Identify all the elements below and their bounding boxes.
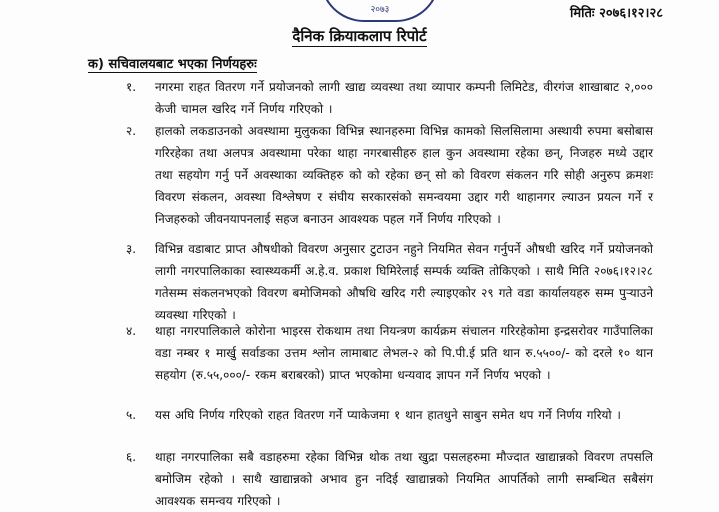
report-date: मितिः २०७६।१२।२८ <box>570 6 664 21</box>
item-number: ६. <box>126 450 137 464</box>
item-text: विभिन्न वडाबाट प्राप्त औषधीको विवरण अनुसार टुटाउन नहुने नियमित सेवन गर्नुपर्ने औषधी खरिद गर्ने प्रयोजनको लागी नगरपालिकाका स्वास्थ्यकर्मी अ.हे.व. प्रकाश घिमिरेलाई सम्पर्क व्यक्ति तोकिएको । साथै मिति २०७६।१२।२८ गतेसम्म संकलनभएको विवरण बमोजिमको औषधि खरिद गरी ल्याइएकोर २९ गते वडा कार्यालयहरु सम्म पुऱ्याउने व्यवस्था गरिएको । <box>155 242 653 322</box>
document-title <box>0 26 719 46</box>
item-text: थाहा नगरपालिकाले कोरोना भाइरस रोकथाम तथा नियन्त्रण कार्यक्रम संचालन गरिरहेकोमा इन्द्रसरोवर गाउँपालिका वडा नम्बर १ मार्खु सर्वाङका उत्तम श्लोन लामाबाट लेभल-२ को पि.पी.ई प्रति थान रु.५५००/- को दरले १० थान सहयोग (रु.५५,०००/- रकम बराबरको) प्राप्त भएकोमा धन्यवाद ज्ञापन गर्ने निर्णय भएको । <box>155 324 653 382</box>
document-title-text: दैनिक क्रियाकलाप रिपोर्ट <box>292 27 427 45</box>
section-heading-text: क) सचिवालयबाट भएका निर्णयहरुः <box>88 57 257 72</box>
item-text: यस अघि निर्णय गरिएको राहत वितरण गर्ने प्याकेजमा १ थान हातधुने साबुन समेत थप गर्ने निर्णय गरियो । <box>155 408 621 422</box>
section-heading <box>88 54 257 72</box>
item-text: थाहा नगरपालिका सबै वडाहरुमा रहेका विभिन्न थोक तथा खुद्रा पसलहरुमा मौज्दात खाद्यान्नको विवरण तपसलि बमोजिम रहेको । साथै खाद्यान्नको अभाव हुन नदिई खाद्यान्नको नियमित आपर्तिको लागी सम्बन्धित सबैसंग आवश्यक समन्वय गरिएको । <box>155 450 653 508</box>
item-number: ३. <box>126 242 137 256</box>
item-number: २. <box>126 124 137 138</box>
item-number: ४. <box>126 324 137 338</box>
item-number: ५. <box>126 408 137 422</box>
item-text: हालको लकडाउनको अवस्थामा मुलुकका विभिन्न स्थानहरुमा विभिन्न कामको सिलसिलामा अस्थायी रुपमा बसोबास गरिरहेका तथा अलपत्र अवस्थामा परेका थाहा नगरबासीहरु हाल कुन अवस्थामा रहेका छन्, निजहरु मध्ये उद्दार तथा सहयोग गर्नु पर्ने अवस्थाका व्यक्तिहरु को को रहेका छन् सो को विवरण संकलन गरि सोही अनुरुप क्रमशः विवरण संकलन, अवस्था विश्लेषण र संघीय सरकारसंको समन्वयमा उद्दार गरी थाहानगर ल्याउन प्रयत्न गर्ने र निजहरुको जीवनयापनलाई सहज बनाउन आवश्यक पहल गर्ने निर्णय गरिएको । <box>155 124 653 226</box>
item-number: १. <box>126 80 137 94</box>
item-text: नगरमा राहत वितरण गर्ने प्रयोजनको लागी खाद्य व्यवस्था तथा व्यापार कम्पनी लिमिटेड, वीरगंज शाखाबाट २,००० केजी चामल खरिद गर्ने निर्णय गरिएको । <box>155 80 653 116</box>
seal-text: २०७३ <box>370 5 390 15</box>
office-seal <box>320 0 440 22</box>
